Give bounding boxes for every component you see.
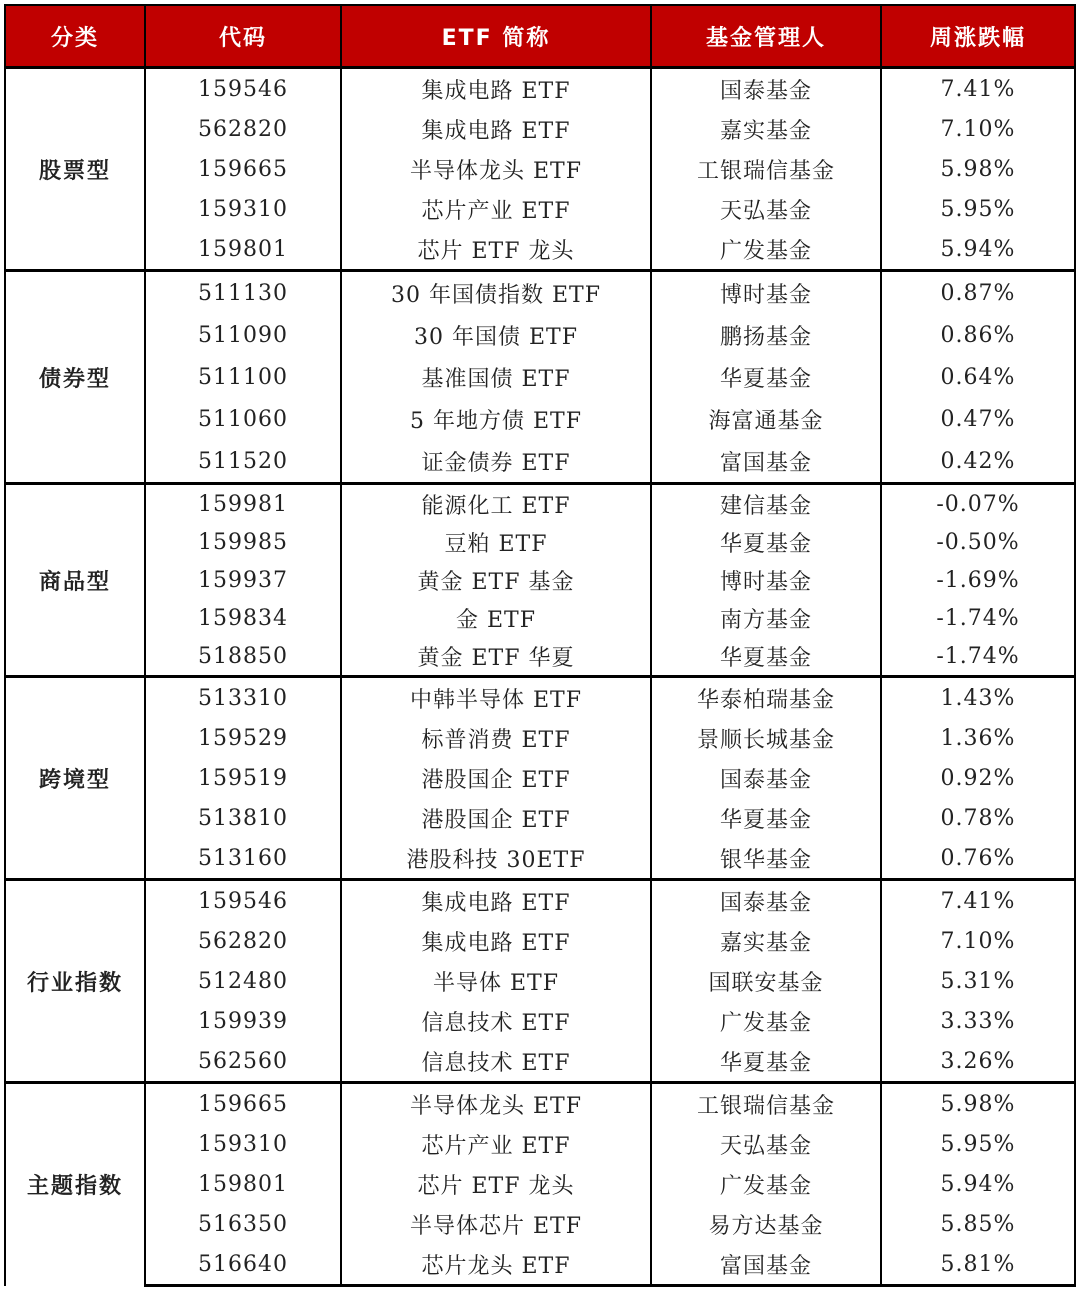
table-row xyxy=(5,637,1075,677)
etf-name-cell: 半导体芯片 ETF xyxy=(341,1204,651,1244)
weekly-change-cell: 0.78% xyxy=(881,798,1075,838)
etf-name-cell: 30 年国债 ETF xyxy=(341,314,651,356)
weekly-change-cell: 5.94% xyxy=(881,1164,1075,1204)
table-row xyxy=(5,1204,1075,1244)
weekly-change-cell: 5.95% xyxy=(881,189,1075,229)
weekly-change-cell: 3.26% xyxy=(881,1041,1075,1083)
fund-manager-cell: 广发基金 xyxy=(651,229,881,271)
fund-manager-cell: 嘉实基金 xyxy=(651,921,881,961)
fund-manager-cell: 海富通基金 xyxy=(651,398,881,440)
etf-name-cell: 集成电路 ETF xyxy=(341,921,651,961)
table-row xyxy=(5,1124,1075,1164)
etf-name-cell: 港股国企 ETF xyxy=(341,758,651,798)
weekly-change-cell: 7.10% xyxy=(881,109,1075,149)
etf-name-cell: 半导体 ETF xyxy=(341,961,651,1001)
fund-manager-cell: 天弘基金 xyxy=(651,189,881,229)
code-cell: 511060 xyxy=(145,398,341,440)
weekly-change-cell: 0.92% xyxy=(881,758,1075,798)
fund-manager-cell: 华泰柏瑞基金 xyxy=(651,677,881,719)
table-row xyxy=(5,109,1075,149)
weekly-change-cell: 0.76% xyxy=(881,838,1075,880)
header-weekly-change: 周涨跌幅 xyxy=(881,5,1075,68)
code-cell: 516350 xyxy=(145,1204,341,1244)
etf-name-cell: 集成电路 ETF xyxy=(341,109,651,149)
etf-name-cell: 豆粕 ETF xyxy=(341,523,651,561)
fund-manager-cell: 广发基金 xyxy=(651,1001,881,1041)
etf-name-cell: 芯片龙头 ETF xyxy=(341,1244,651,1286)
weekly-change-cell: 5.31% xyxy=(881,961,1075,1001)
category-group xyxy=(5,1083,1075,1286)
fund-manager-cell: 华夏基金 xyxy=(651,637,881,677)
fund-manager-cell: 天弘基金 xyxy=(651,1124,881,1164)
code-cell: 511520 xyxy=(145,440,341,484)
weekly-change-cell: 7.41% xyxy=(881,68,1075,110)
fund-manager-cell: 华夏基金 xyxy=(651,798,881,838)
etf-name-cell: 证金债券 ETF xyxy=(341,440,651,484)
code-cell: 159546 xyxy=(145,880,341,922)
weekly-change-cell: 0.64% xyxy=(881,356,1075,398)
etf-name-cell: 黄金 ETF 基金 xyxy=(341,561,651,599)
etf-name-cell: 5 年地方债 ETF xyxy=(341,398,651,440)
table-row xyxy=(5,271,1075,315)
code-cell: 511100 xyxy=(145,356,341,398)
fund-manager-cell: 南方基金 xyxy=(651,599,881,637)
fund-manager-cell: 国泰基金 xyxy=(651,758,881,798)
fund-manager-cell: 华夏基金 xyxy=(651,1041,881,1083)
weekly-change-cell: 1.43% xyxy=(881,677,1075,719)
weekly-change-cell: 1.36% xyxy=(881,718,1075,758)
code-cell: 159801 xyxy=(145,229,341,271)
code-cell: 516640 xyxy=(145,1244,341,1286)
weekly-change-cell: 5.95% xyxy=(881,1124,1075,1164)
weekly-change-cell: 5.98% xyxy=(881,1083,1075,1125)
table-row xyxy=(5,1164,1075,1204)
category-group xyxy=(5,880,1075,1083)
weekly-change-cell: 0.42% xyxy=(881,440,1075,484)
category-group xyxy=(5,677,1075,880)
table-row xyxy=(5,523,1075,561)
table-row xyxy=(5,314,1075,356)
table-row xyxy=(5,758,1075,798)
etf-name-cell: 集成电路 ETF xyxy=(341,68,651,110)
fund-manager-cell: 嘉实基金 xyxy=(651,109,881,149)
fund-manager-cell: 广发基金 xyxy=(651,1164,881,1204)
header-row xyxy=(5,5,1075,68)
etf-name-cell: 金 ETF xyxy=(341,599,651,637)
etf-name-cell: 信息技术 ETF xyxy=(341,1041,651,1083)
fund-manager-cell: 国联安基金 xyxy=(651,961,881,1001)
code-cell: 159519 xyxy=(145,758,341,798)
table-row xyxy=(5,880,1075,922)
fund-manager-cell: 国泰基金 xyxy=(651,68,881,110)
weekly-change-cell: 7.41% xyxy=(881,880,1075,922)
table-row xyxy=(5,798,1075,838)
fund-manager-cell: 鹏扬基金 xyxy=(651,314,881,356)
etf-name-cell: 半导体龙头 ETF xyxy=(341,1083,651,1125)
weekly-change-cell: 3.33% xyxy=(881,1001,1075,1041)
table-row xyxy=(5,1001,1075,1041)
code-cell: 159937 xyxy=(145,561,341,599)
weekly-change-cell: -0.07% xyxy=(881,484,1075,524)
fund-manager-cell: 工银瑞信基金 xyxy=(651,149,881,189)
etf-weekly-change-table xyxy=(4,4,1076,1287)
code-cell: 159665 xyxy=(145,1083,341,1125)
fund-manager-cell: 博时基金 xyxy=(651,561,881,599)
fund-manager-cell: 富国基金 xyxy=(651,440,881,484)
etf-name-cell: 基准国债 ETF xyxy=(341,356,651,398)
table-row xyxy=(5,189,1075,229)
fund-manager-cell: 易方达基金 xyxy=(651,1204,881,1244)
table-row xyxy=(5,484,1075,524)
table-row xyxy=(5,440,1075,484)
weekly-change-cell: -0.50% xyxy=(881,523,1075,561)
table-row xyxy=(5,398,1075,440)
etf-name-cell: 中韩半导体 ETF xyxy=(341,677,651,719)
code-cell: 159310 xyxy=(145,1124,341,1164)
table-row xyxy=(5,229,1075,271)
category-cell: 商品型 xyxy=(5,484,145,677)
etf-name-cell: 芯片产业 ETF xyxy=(341,189,651,229)
category-cell: 行业指数 xyxy=(5,880,145,1083)
code-cell: 562560 xyxy=(145,1041,341,1083)
etf-name-cell: 能源化工 ETF xyxy=(341,484,651,524)
fund-manager-cell: 景顺长城基金 xyxy=(651,718,881,758)
code-cell: 513310 xyxy=(145,677,341,719)
etf-name-cell: 港股国企 ETF xyxy=(341,798,651,838)
code-cell: 159529 xyxy=(145,718,341,758)
table-row xyxy=(5,68,1075,110)
category-group xyxy=(5,484,1075,677)
table-row xyxy=(5,838,1075,880)
category-cell: 主题指数 xyxy=(5,1083,145,1286)
table-row xyxy=(5,1041,1075,1083)
header-etf-name: ETF 简称 xyxy=(341,5,651,68)
code-cell: 159665 xyxy=(145,149,341,189)
etf-name-cell: 芯片 ETF 龙头 xyxy=(341,229,651,271)
weekly-change-cell: -1.74% xyxy=(881,637,1075,677)
table-row xyxy=(5,149,1075,189)
fund-manager-cell: 国泰基金 xyxy=(651,880,881,922)
code-cell: 159834 xyxy=(145,599,341,637)
code-cell: 511130 xyxy=(145,271,341,315)
category-cell: 债券型 xyxy=(5,271,145,484)
weekly-change-cell: 0.86% xyxy=(881,314,1075,356)
fund-manager-cell: 华夏基金 xyxy=(651,356,881,398)
table-row xyxy=(5,677,1075,719)
header-code: 代码 xyxy=(145,5,341,68)
weekly-change-cell: -1.69% xyxy=(881,561,1075,599)
code-cell: 159801 xyxy=(145,1164,341,1204)
code-cell: 159985 xyxy=(145,523,341,561)
etf-name-cell: 集成电路 ETF xyxy=(341,880,651,922)
category-group xyxy=(5,271,1075,484)
fund-manager-cell: 工银瑞信基金 xyxy=(651,1083,881,1125)
header-category: 分类 xyxy=(5,5,145,68)
etf-name-cell: 标普消费 ETF xyxy=(341,718,651,758)
etf-name-cell: 港股科技 30ETF xyxy=(341,838,651,880)
code-cell: 159981 xyxy=(145,484,341,524)
etf-name-cell: 信息技术 ETF xyxy=(341,1001,651,1041)
weekly-change-cell: 5.94% xyxy=(881,229,1075,271)
weekly-change-cell: 5.81% xyxy=(881,1244,1075,1286)
weekly-change-cell: -1.74% xyxy=(881,599,1075,637)
table-row xyxy=(5,961,1075,1001)
weekly-change-cell: 0.47% xyxy=(881,398,1075,440)
table-row xyxy=(5,1244,1075,1286)
weekly-change-cell: 0.87% xyxy=(881,271,1075,315)
table-row xyxy=(5,561,1075,599)
table-row xyxy=(5,1083,1075,1125)
fund-manager-cell: 建信基金 xyxy=(651,484,881,524)
code-cell: 159939 xyxy=(145,1001,341,1041)
code-cell: 512480 xyxy=(145,961,341,1001)
code-cell: 562820 xyxy=(145,921,341,961)
fund-manager-cell: 博时基金 xyxy=(651,271,881,315)
table-row xyxy=(5,599,1075,637)
table-row xyxy=(5,921,1075,961)
code-cell: 513160 xyxy=(145,838,341,880)
category-cell: 跨境型 xyxy=(5,677,145,880)
weekly-change-cell: 5.98% xyxy=(881,149,1075,189)
etf-name-cell: 芯片 ETF 龙头 xyxy=(341,1164,651,1204)
fund-manager-cell: 华夏基金 xyxy=(651,523,881,561)
category-group xyxy=(5,68,1075,271)
category-cell: 股票型 xyxy=(5,68,145,271)
header-fund-manager: 基金管理人 xyxy=(651,5,881,68)
table-header xyxy=(5,5,1075,68)
etf-name-cell: 芯片产业 ETF xyxy=(341,1124,651,1164)
weekly-change-cell: 5.85% xyxy=(881,1204,1075,1244)
fund-manager-cell: 银华基金 xyxy=(651,838,881,880)
etf-name-cell: 黄金 ETF 华夏 xyxy=(341,637,651,677)
table-row xyxy=(5,356,1075,398)
table-row xyxy=(5,718,1075,758)
code-cell: 518850 xyxy=(145,637,341,677)
code-cell: 513810 xyxy=(145,798,341,838)
code-cell: 159546 xyxy=(145,68,341,110)
weekly-change-cell: 7.10% xyxy=(881,921,1075,961)
etf-name-cell: 30 年国债指数 ETF xyxy=(341,271,651,315)
code-cell: 511090 xyxy=(145,314,341,356)
fund-manager-cell: 富国基金 xyxy=(651,1244,881,1286)
code-cell: 159310 xyxy=(145,189,341,229)
code-cell: 562820 xyxy=(145,109,341,149)
etf-name-cell: 半导体龙头 ETF xyxy=(341,149,651,189)
